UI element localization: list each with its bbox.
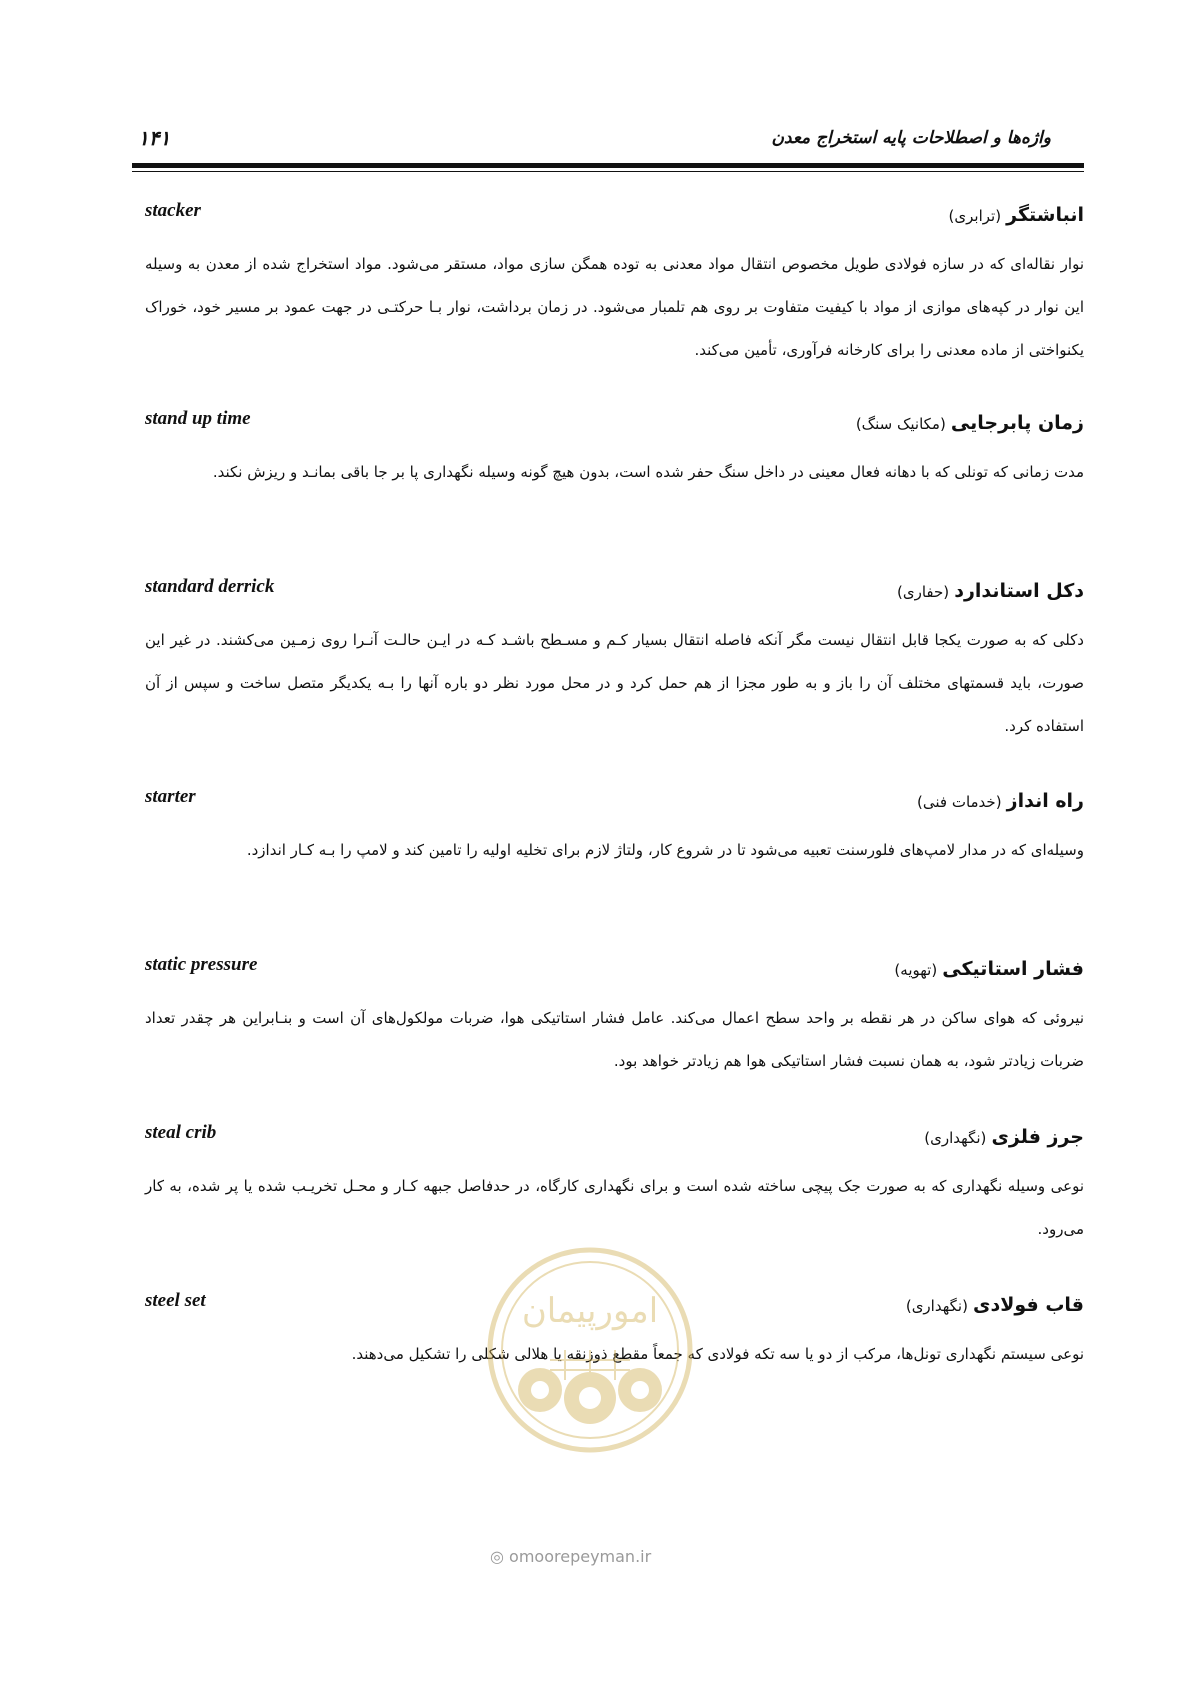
entry-persian-heading [917,790,1084,812]
entry-definition: دکلی که به صورت یکجا قابل انتقال نیست مگر آنکه فاصله انتقال بسیار کـم و مسـطح باشـد کـه در ایـن حالـت آنـرا روی زمـین می‌کشند. در غیر این صورت، باید قسمتهای مختلف آن را باز و به طور مجزا از هم حمل کرد و در محل مورد نظر دو باره آنها را بـه یکدیگر متصل ساخت و سپس از آن استفاده کرد. [145,631,1084,735]
entry-persian-heading [906,1294,1084,1316]
entry-definition: نوار نقاله‌ای که در سازه فولادی طویل مخصوص انتقال مواد معدنی به توده همگن سازی مواد، مستقر می‌شود. مواد استخراج شده از معدن به وسیله این نوار در کپه‌های موازی از مواد با کیفیت متفاوت بر روی هم تلمبار می‌شود. در زمان برداشت، نوار بـا حرکتـی در جهت عمود بر مسیر خود، خوراک یکنواختی از ماده معدنی را برای کارخانه فرآوری، تأمین می‌کند. [145,255,1084,359]
entry-field-label: (حفاری) [897,583,950,601]
entry-definition: نوعی سیستم نگهداری تونل‌ها، مرکب از دو یا سه تکه فولادی که جمعاً مقطع ذوزنقه یا هلالی شکلی را تشکیل می‌دهند. [351,1345,1084,1363]
entry-field-label: (ترابری) [948,207,1002,225]
entry-english-term: starter [145,786,196,807]
entry-field-label: (نگهداری) [905,1297,968,1315]
entry-persian-term: انباشتگر [1006,204,1084,226]
entry-field-label: (نگهداری) [924,1129,987,1147]
entry-definition: مدت زمانی که تونلی که با دهانه فعال معینی در داخل سنگ حفر شده است، بدون هیچ گونه وسیله نگهداری پا بر جا باقی بمانـد و ریزش نکند. [212,463,1084,481]
entry-persian-heading [949,204,1084,226]
watermark-url-text: omoorepeyman.ir [509,1547,652,1566]
entry-persian-heading [856,412,1084,434]
entry-persian-term: زمان پابرجایی [950,412,1084,434]
entry-persian-term: فشار استاتیکی [942,958,1084,980]
page-number: ۱۴۱ [138,126,171,150]
entry-field-label: (تهویه) [894,961,938,979]
entry-english-term: steel set [145,1290,206,1311]
entry-persian-term: جرز فلزی [991,1126,1084,1148]
header-rule-thick [132,163,1084,168]
entry-persian-heading [897,580,1084,602]
entry-persian-term: راه انداز [1006,790,1084,812]
entry-field-label: (خدمات فنی) [917,793,1002,811]
watermark-logo [480,1240,700,1470]
entry-english-term: stacker [145,200,201,221]
entry-definition: نوعی وسیله نگهداری که به صورت جک پیچی ساخته شده است و برای نگهداری کارگاه، در حدفاصل جبهه کـار و محـل تخریـب شده یا پر شده، به کار می‌رود. [145,1177,1084,1238]
entry-persian-heading [924,1126,1084,1148]
entry-english-term: steal crib [145,1122,217,1143]
entry-definition: نیروئی که هوای ساکن در هر نقطه بر واحد سطح اعمال می‌کند. عامل فشار استاتیکی هوا، ضربات مولکول‌های آن است و بنـابراین هر چقدر تعداد ضربات زیادتر شود، به همان نسبت فشار استاتیکی هوا هم زیادتر خواهد بود. [145,1009,1084,1070]
entry-definition: وسیله‌ای که در مدار لامپ‌های فلورسنت تعبیه می‌شود تا در شروع کار، ولتاژ لازم برای تخلیه اولیه را تامین کند و لامپ را بـه کـار اندازد. [246,841,1084,859]
entry-persian-term: قاب فولادی [973,1294,1084,1316]
book-title: واژه‌ها و اصطلاحات پایه استخراج معدن [771,128,1051,148]
entry-english-term: static pressure [145,954,258,975]
entry-field-label: (مکانیک سنگ) [855,415,946,433]
header-rule-thin [132,171,1084,172]
watermark-url: ◎ omoorepeyman.ir [490,1547,652,1566]
entry-english-term: stand up time [145,408,251,429]
watermark-text: امورپیمان [521,1291,659,1331]
entry-persian-term: دکل استاندارد [954,580,1084,602]
entry-persian-heading [894,958,1084,980]
entry-english-term: standard derrick [145,576,275,597]
